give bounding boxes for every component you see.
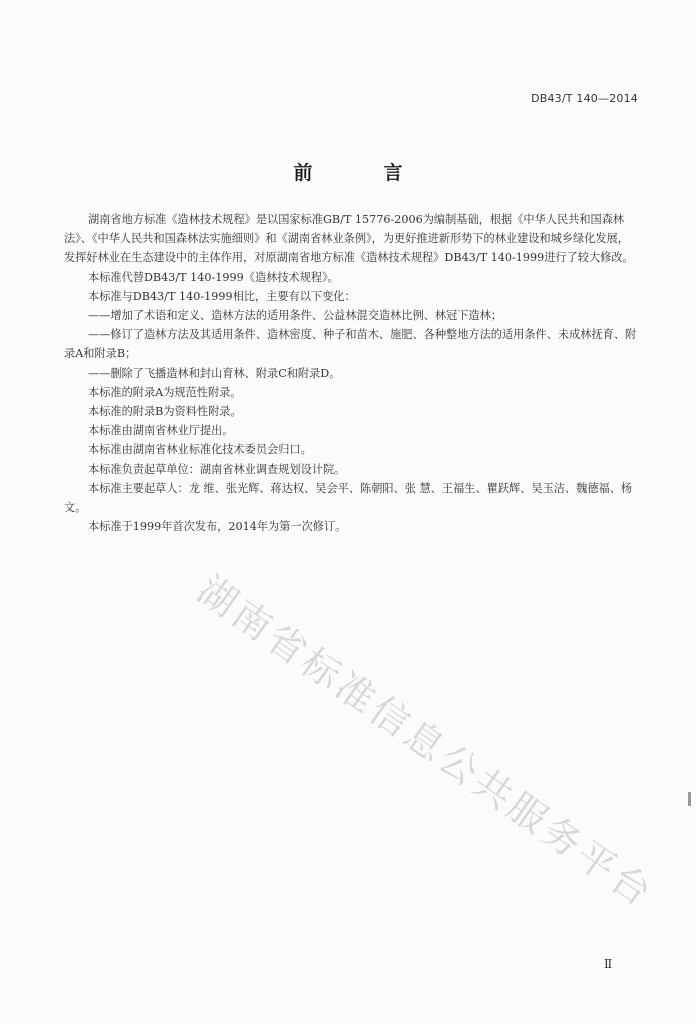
standard-number: DB43/T 140—2014 [531,92,638,105]
foreword-body [64,210,640,536]
page-number: Ⅱ [604,957,613,971]
paragraph: 本标准的附录B为资料性附录。 [88,405,242,419]
paragraph: 本标准由湖南省林业标准化技术委员会归口。 [88,443,312,457]
edge-mark [688,792,691,806]
change-item: ——增加了术语和定义、造林方法的适用条件、公益林混交造林比例、林冠下造林； [88,309,502,323]
paragraph: 本标准主要起草人：龙 维、张光辉、蒋达权、吴会平、陈朝阳、张 慧、王福生、瞿跃辉、吴玉洁、魏德福、杨 文。 [64,481,633,515]
paragraph: 本标准负责起草单位：湖南省林业调查规划设计院。 [88,462,346,476]
paragraph: 本标准与DB43/T 140-1999相比，主要有以下变化： [88,289,356,303]
page-title: 前 言 [293,162,429,184]
paragraph: 本标准于1999年首次发布，2014年为第一次修订。 [88,520,347,534]
change-item: ——删除了飞播造林和封山育林、附录C和附录D。 [88,366,341,380]
paragraph: 本标准的附录A为规范性附录。 [88,385,242,399]
change-item: ——修订了造林方法及其适用条件、造林密度、种子和苗木、施肥、各种整地方法的适用条件、未成林抚育、附录A和附录B； [64,328,637,361]
watermark: 湖南省标准信息公共服务平台 [189,567,663,917]
paragraph: 本标准由湖南省林业厅提出。 [88,424,234,438]
paragraph: 湖南省地方标准《造林技术规程》是以国家标准GB/T 15776-2006为编制基础，根据《中华人民共和国森林法》、《中华人民共和国森林法实施细则》和《湖南省林业条例》，为更好推进新形势下的林业建设和城乡绿化发展，发挥好林业在生态建设中的主体作用，对原湖南省地方标准《造林技术规程》DB43/T 140-1999进行了较大修改。 [64,213,634,265]
paragraph: 本标准代替DB43/T 140-1999《造林技术规程》。 [88,270,339,284]
